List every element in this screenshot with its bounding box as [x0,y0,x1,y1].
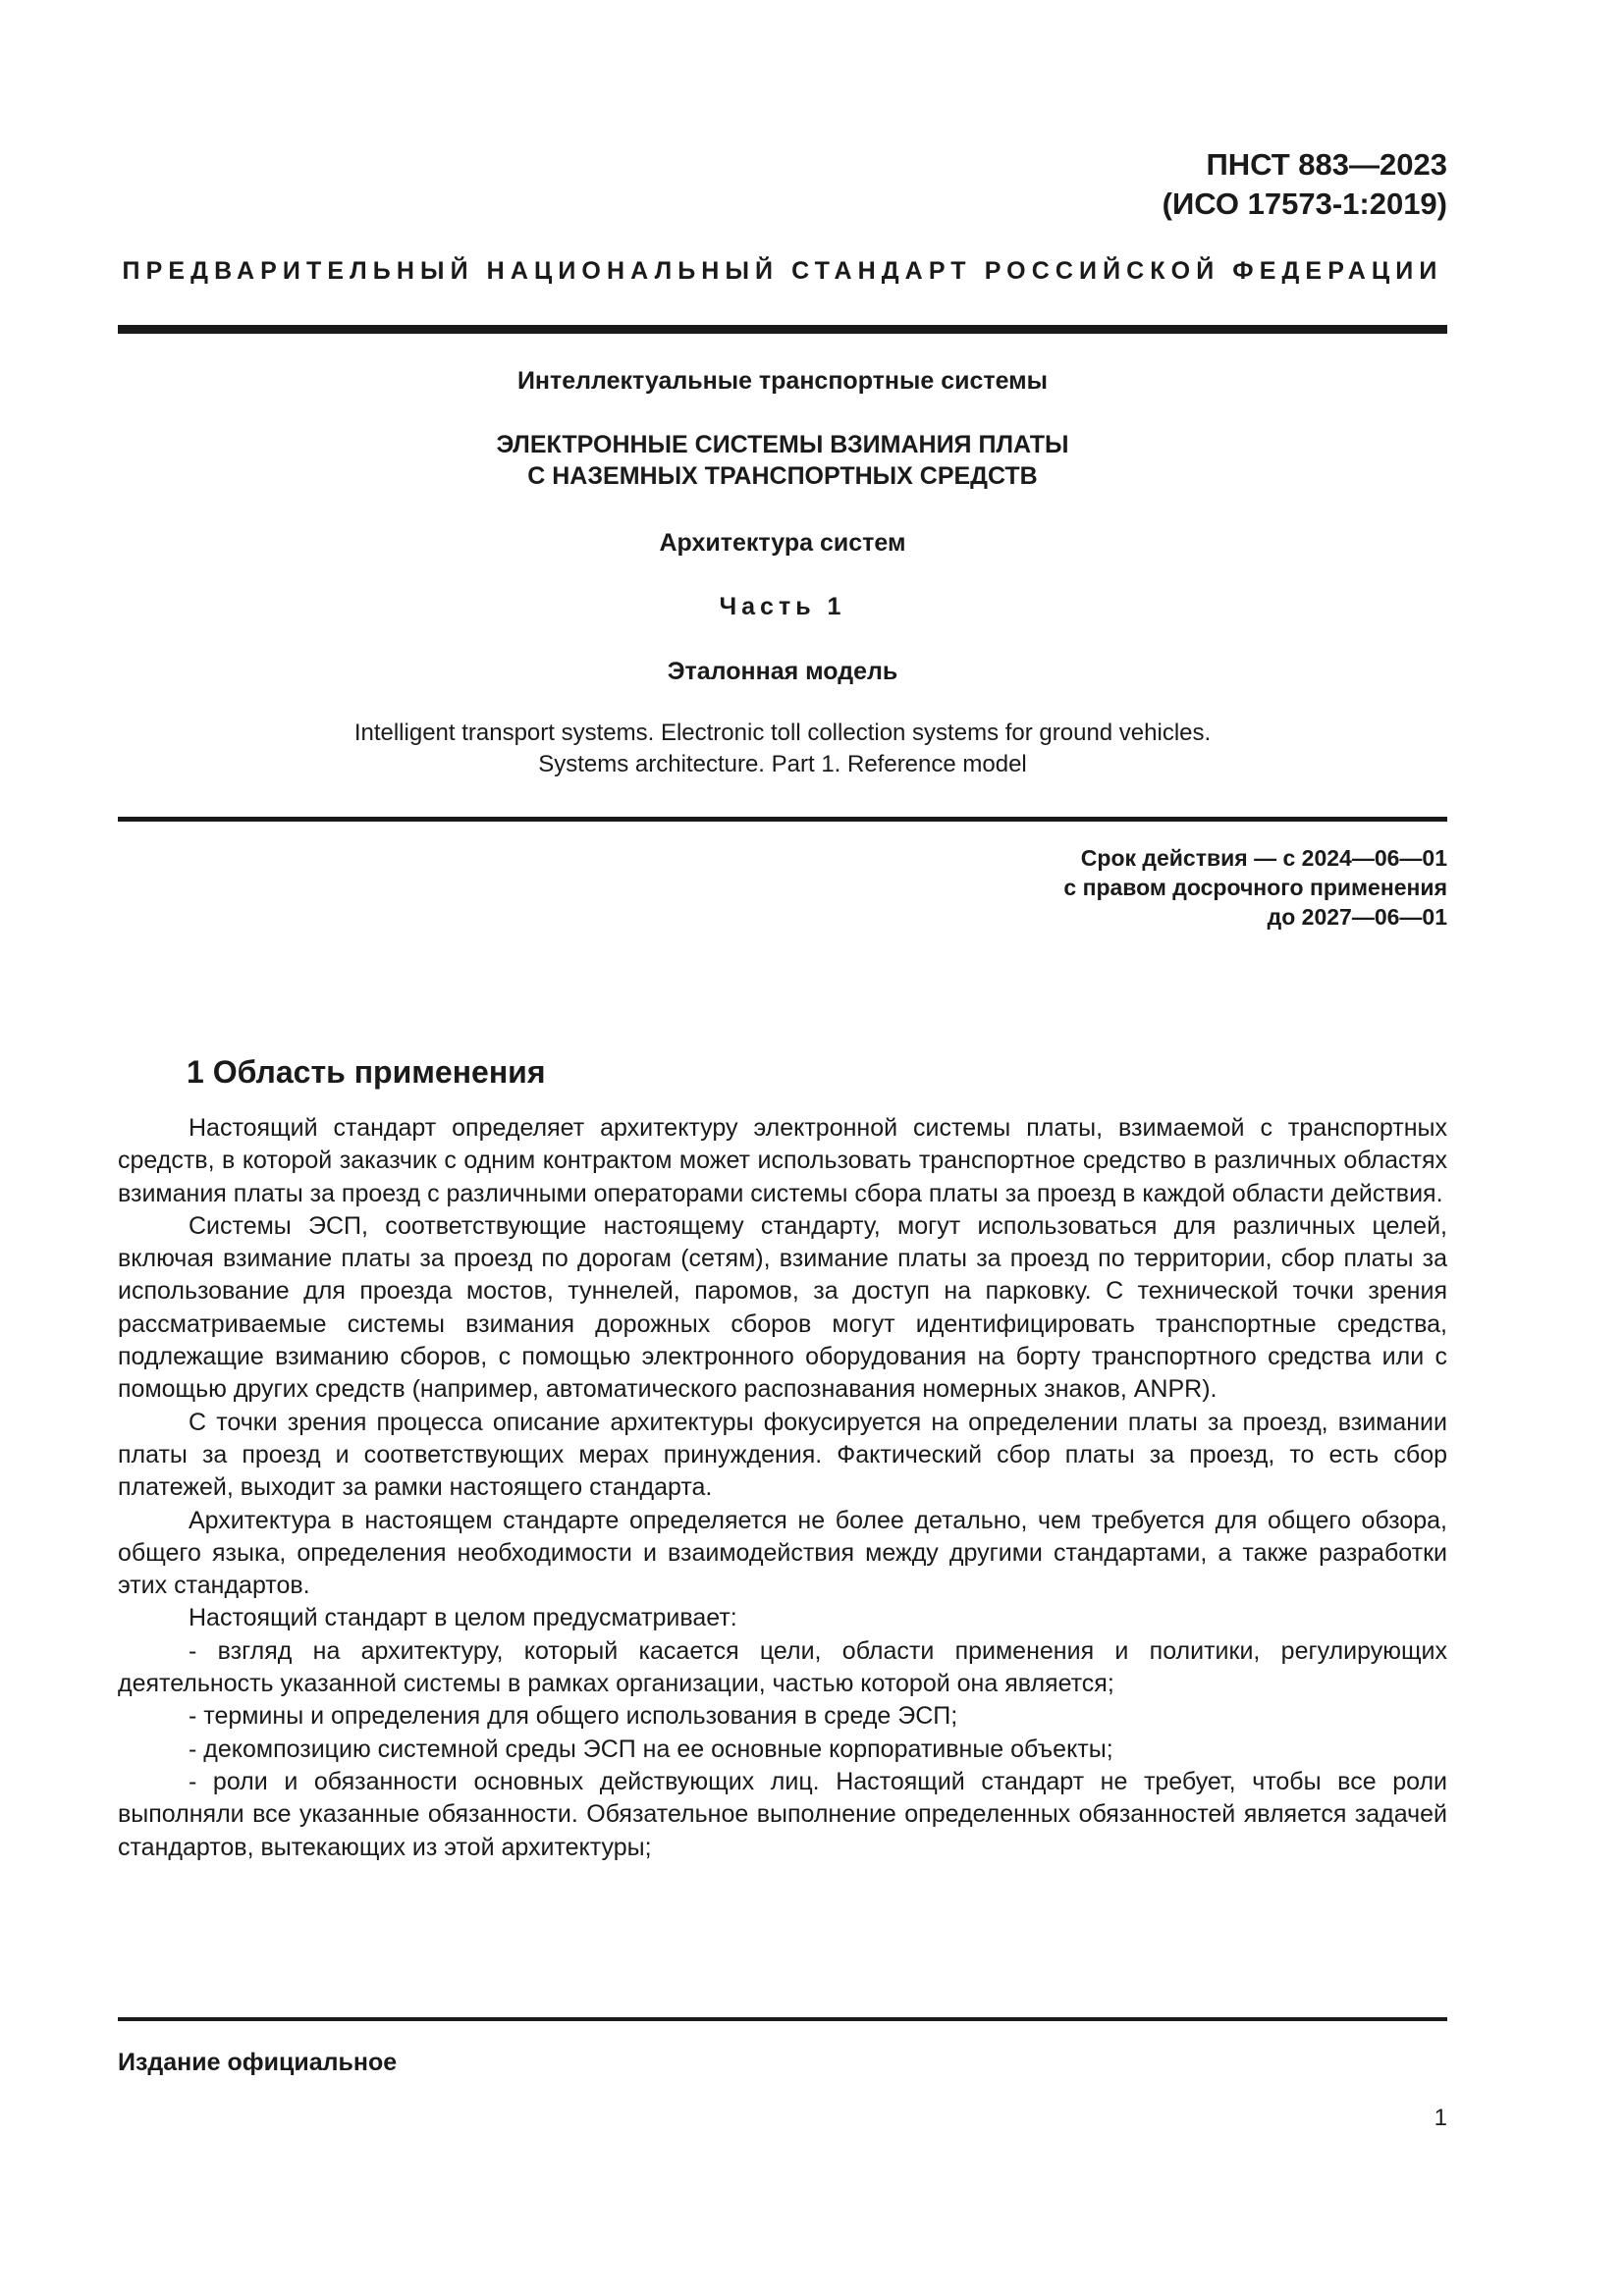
paragraph: С точки зрения процесса описание архитектуры фокусируется на определении платы за проезд, взимании платы за проезд и соответствующих мерах принуждения. Фактический сбор платы за проезд, то есть сбор платежей, выходит за рамки настоящего стандарта. [118,1408,1447,1502]
main-title-line2: С НАЗЕМНЫХ ТРАНСПОРТНЫХ СРЕДСТВ [527,462,1038,490]
paragraph: Архитектура в настоящем стандарте определяется не более детально, чем требуется для общего обзора, общего языка, определения необходимости и взаимодействия между другими стандартами, а также разработки этих стандартов. [118,1506,1447,1600]
main-title-line1: ЭЛЕКТРОННЫЕ СИСТЕМЫ ВЗИМАНИЯ ПЛАТЫ [496,431,1069,458]
standard-code-iso: (ИСО 17573-1:2019) [1162,187,1447,221]
part-title: Эталонная модель [667,658,898,685]
effective-date-end: до 2027—06—01 [1267,904,1447,930]
series-title: Интеллектуальные транспортные системы [516,367,1049,395]
top-rule [118,325,1447,334]
official-edition-label: Издание официальное [118,2049,398,2076]
effective-date-start: Срок действия — с 2024—06—01 [1080,845,1447,871]
title-rule [118,817,1447,822]
effective-dates [1063,843,1447,932]
list-item: - взгляд на архитектуру, который касается цели, области применения и политики, регулирующих деятельность указанной системы в рамках организации, частью которой она является; [118,1636,1447,1698]
standard-code-pnst: ПНСТ 883—2023 [1206,147,1447,182]
footer-rule [118,2017,1447,2021]
english-title-line2: Systems architecture. Part 1. Reference model [538,751,1027,777]
english-title [118,718,1447,780]
paragraph: Системы ЭСП, соответствующие настоящему стандарту, могут использоваться для различных целей, включая взимание платы за проезд по дорогам (сетям), взимание платы за проезд по территории, сбор платы за использование для проезда мостов, туннелей, паромов, за доступ на парковку. С технической точки зрения рассматриваемые системы взимания дорожных сборов могут идентифицировать транспортные средства, подлежащие взиманию сборов, с помощью электронного оборудования на борту транспортного средства или с помощью других средств (например, автоматического распознавания номерных знаков, ANPR). [118,1211,1447,1404]
list-item: - декомпозицию системной среды ЭСП на ее основные корпоративные объекты; [189,1735,1113,1763]
paragraph: Настоящий стандарт в целом предусматривает: [189,1604,737,1632]
section-body [118,1112,1447,1864]
subtitle: Архитектура систем [659,529,906,557]
list-item: - роли и обязанности основных действующих лиц. Настоящий стандарт не требует, чтобы все роли выполняли все указанные обязанности. Обязательное выполнение определенных обязанностей является задачей стандартов, вытекающих из этой архитектуры; [118,1767,1447,1861]
standard-banner: ПРЕДВАРИТЕЛЬНЫЙ НАЦИОНАЛЬНЫЙ СТАНДАРТ РОССИЙСКОЙ ФЕДЕРАЦИИ [122,257,1443,285]
main-title [118,429,1447,492]
page-number: 1 [1434,2105,1447,2131]
english-title-line1: Intelligent transport systems. Electronic toll collection systems for ground vehicles. [353,720,1212,746]
list-item: - термины и определения для общего использования в среде ЭСП; [189,1702,958,1731]
standard-code [1163,145,1447,224]
part-number: Часть 1 [719,593,846,620]
effective-early-note: с правом досрочного применения [1063,875,1447,900]
section-heading: 1 Область применения [187,1054,546,1090]
paragraph: Настоящий стандарт определяет архитектуру электронной системы платы, взимаемой с транспортных средств, в которой заказчик с одним контрактом может использовать транспортное средство в различных областях взимания платы за проезд с различными операторами системы сбора платы за проезд в каждой области действия. [118,1114,1447,1207]
